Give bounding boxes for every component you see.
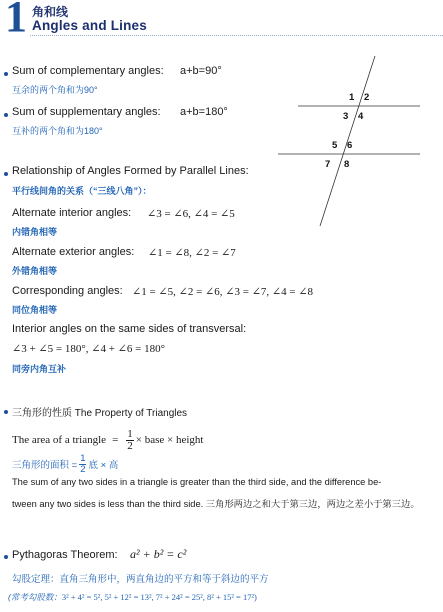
angle-label-1: 1 [349,92,355,103]
angle-label-2: 2 [364,92,370,103]
area-cn-frac-den: 2 [80,463,86,475]
angle-label-4: 4 [358,111,364,122]
interior-same-formula: ∠3 + ∠5 = 180°, ∠4 + ∠6 = 180° [12,343,165,355]
angle-label-5: 5 [332,140,338,151]
angle-label-7: 7 [325,159,331,170]
chapter-number: 1 [5,0,27,41]
parallel-title: Relationship of Angles Formed by Parallel Lines: [12,165,249,177]
pythagoras-formula: a² + b² = c² [130,547,187,561]
triangle-sides-line1: The sum of any two sides in a triangle is greater than the third side, and the difference be- [12,477,382,487]
pythagoras-label: Pythagoras Theorem: [12,549,118,561]
supplementary-formula: a+b=180° [180,106,228,118]
area-en-suffix: × base × height [135,434,204,446]
triangle-area-en [12,427,203,453]
alt-interior-cn: 内错角相等 [12,227,58,237]
corresponding-label: Corresponding angles: [12,285,123,297]
area-frac-num: 1 [127,427,133,440]
area-cn-frac-num: 1 [80,453,86,464]
area-en-prefix: The area of a triangle [12,434,107,446]
chapter-title-cn: 角和线 [32,5,69,19]
triangle-title: 三角形的性质 The Property of Triangles [12,408,188,419]
alt-interior-label: Alternate interior angles: [12,207,132,219]
parallel-title-cn: 平行线间角的关系（“三线八角”）： [12,186,152,196]
pythagoras-common [8,591,257,603]
angle-label-8: 8 [344,159,350,170]
common-label: (常考勾股数： [8,592,62,602]
common-values: 3² + 4² = 5², 5² + 12² = 13², 7² + 24² = 25², 8² + 15² = 17²) [61,592,257,602]
area-cn-fraction [79,454,86,474]
corresponding-formula: ∠1 = ∠5, ∠2 = ∠6, ∠3 = ∠7, ∠4 = ∠8 [132,286,314,298]
triangle-area-cn [12,452,118,476]
bullet [4,555,8,559]
supplementary-cn: 互补的两个角和为180° [12,126,103,136]
alt-exterior-cn: 外错角相等 [12,266,58,276]
area-frac-den: 2 [127,439,133,452]
area-cn-prefix: 三角形的面积 = [12,460,78,471]
area-cn-suffix: 底 × 高 [88,460,119,471]
interior-same-cn: 同旁内角互补 [12,364,67,374]
angle-label-3: 3 [343,111,349,122]
pythagoras-cn: 勾股定理：直角三角形中，两直角边的平方和等于斜边的平方 [12,574,269,585]
bullet [4,172,8,176]
complementary-cn: 互余的两个角和为90° [12,85,98,95]
triangle-sides-line2: tween any two sides is less than the third side. 三角形两边之和大于第三边，两边之差小于第三边。 [12,499,420,509]
complementary-formula: a+b=90° [180,65,222,77]
complementary-label: Sum of complementary angles: [12,65,164,77]
angle-label-6: 6 [347,140,353,151]
interior-same-label: Interior angles on the same sides of transversal: [12,323,247,335]
alt-exterior-label: Alternate exterior angles: [12,246,135,258]
alt-exterior-formula: ∠1 = ∠8, ∠2 = ∠7 [148,247,236,259]
bullet [4,410,8,414]
area-fraction [126,429,134,452]
area-equals: = [112,434,119,446]
chapter-title-en: Angles and Lines [32,18,147,33]
supplementary-label: Sum of supplementary angles: [12,106,161,118]
corresponding-cn: 同位角相等 [12,305,58,315]
alt-interior-formula: ∠3 = ∠6, ∠4 = ∠5 [147,208,235,220]
